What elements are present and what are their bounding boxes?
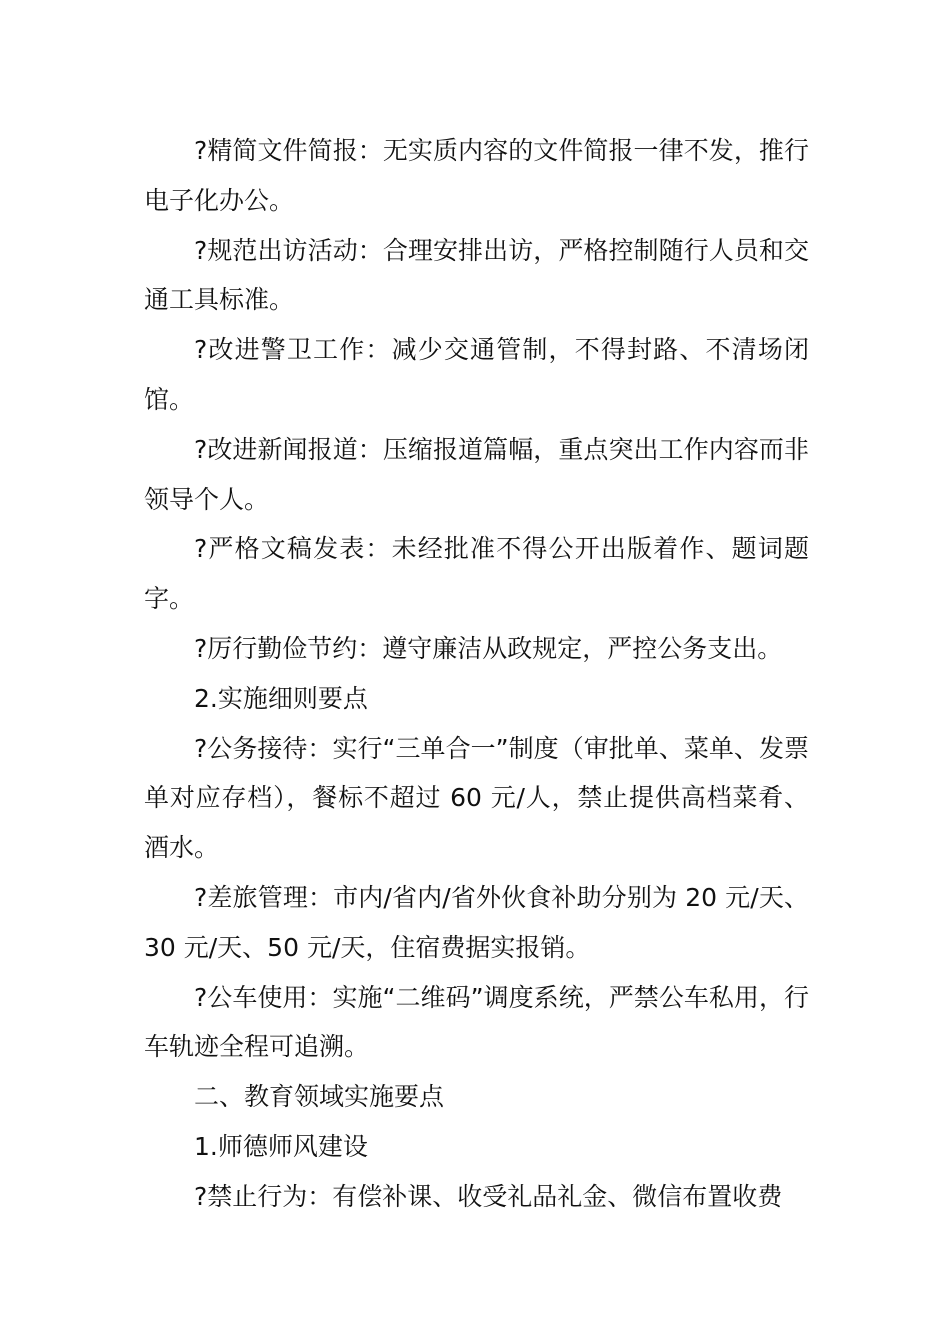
section-heading-implementation-rules: 2.实施细则要点 <box>194 683 368 713</box>
paragraph-regulate-visits: ?规范出访活动：合理安排出访，严格控制随行人员和交通工具标准。 <box>144 235 809 315</box>
paragraph-improve-news: ?改进新闻报道：压缩报道篇幅，重点突出工作内容而非领导个人。 <box>144 434 809 514</box>
paragraph-frugality: ?厉行勤俭节约：遵守廉洁从政规定，严控公务支出。 <box>194 633 783 663</box>
paragraph-official-vehicles: ?公车使用：实施“二维码”调度系统，严禁公车私用，行车轨迹全程可追溯。 <box>144 982 809 1062</box>
paragraph-prohibited-behaviors: ?禁止行为：有偿补课、收受礼品礼金、微信布置收费 <box>194 1181 783 1211</box>
subsection-heading-teacher-ethics: 1.师德师风建设 <box>194 1131 368 1161</box>
section-heading-education: 二、教育领域实施要点 <box>194 1082 445 1112</box>
paragraph-official-reception: ?公务接待：实行“三单合一”制度（审批单、菜单、发票单对应存档），餐标不超过 60 元/人，禁止提供高档菜肴、酒水。 <box>144 733 809 863</box>
document-body <box>144 126 809 1222</box>
paragraph-travel-management: ?差旅管理：市内/省内/省外伙食补助分别为 20 元/天、30 元/天、50 元/天，住宿费据实报销。 <box>144 882 809 962</box>
paragraph-strict-publishing: ?严格文稿发表：未经批准不得公开出版着作、题词题字。 <box>144 534 809 614</box>
paragraph-improve-security: ?改进警卫工作：减少交通管制，不得封路、不清场闭馆。 <box>144 335 809 414</box>
paragraph-simplify-documents: ?精简文件简报：无实质内容的文件简报一律不发，推行电子化办公。 <box>144 136 809 215</box>
